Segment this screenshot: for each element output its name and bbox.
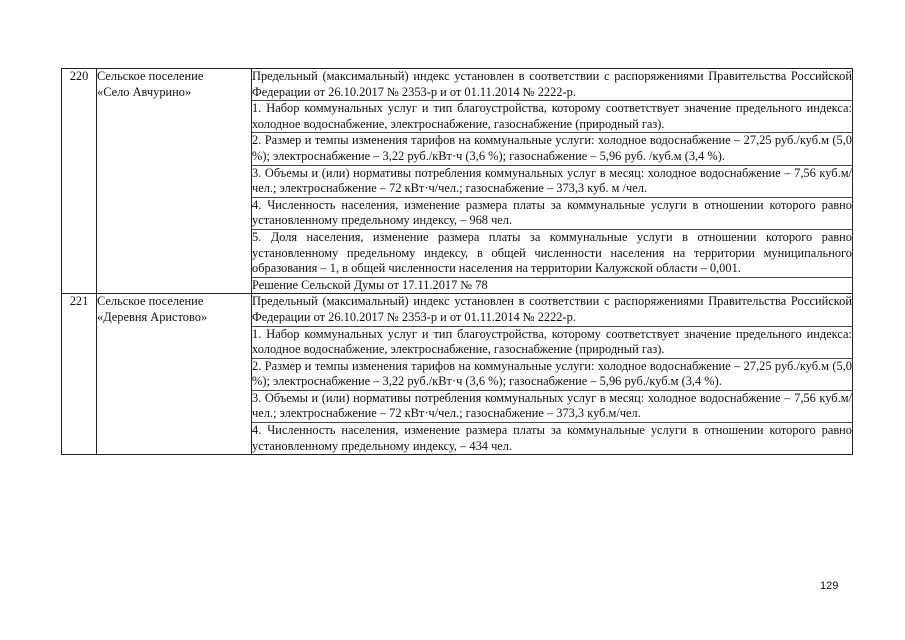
page-number: 129 <box>820 580 839 592</box>
paragraph: 4. Численность населения, изменение размера платы за коммунальные услуги в отношении которого равно установленному предельному индексу, – 968 чел. <box>252 198 852 230</box>
settlement-name <box>97 69 252 294</box>
paragraph: 1. Набор коммунальных услуг и тип благоустройства, которому соответствует значение предельного индекса: холодное водоснабжение, электроснабжение, газоснабжение (природный газ). <box>252 327 852 359</box>
settlement-title: «Село Авчурино» <box>97 84 192 99</box>
row-number: 220 <box>62 69 97 294</box>
settlement-title: «Деревня Аристово» <box>97 309 208 324</box>
row-number: 221 <box>62 294 97 455</box>
settlement-type: Сельское поселение <box>97 294 204 309</box>
index-description <box>252 294 853 455</box>
index-description <box>252 69 853 294</box>
paragraph: Предельный (максимальный) индекс установлен в соответствии с распоряжениями Правительства Российской Федерации от 26.10.2017 № 2353-р и от 01.11.2014 № 2222-р. <box>252 294 852 326</box>
paragraph: 2. Размер и темпы изменения тарифов на коммунальные услуги: холодное водоснабжение – 27,25 руб./куб.м (5,0 %); электроснабжение – 3,22 руб./кВт·ч (3,6 %); газоснабжение – 5,96 руб. /куб.м (3,4 %). <box>252 133 852 165</box>
settlement-type: Сельское поселение <box>97 69 204 83</box>
decision-reference: Решение Сельской Думы от 17.11.2017 № 78 <box>252 277 488 292</box>
table-row <box>62 69 853 294</box>
paragraph: Предельный (максимальный) индекс установлен в соответствии с распоряжениями Правительства Российской Федерации от 26.10.2017 № 2353-р и от 01.11.2014 № 2222-р. <box>252 69 852 101</box>
paragraph: 2. Размер и темпы изменения тарифов на коммунальные услуги: холодное водоснабжение – 27,25 руб./куб.м (5,0 %); электроснабжение – 3,22 руб./кВт·ч (3,6 %); газоснабжение – 5,96 руб./куб.м (3,4 %). <box>252 359 852 391</box>
paragraph: 3. Объемы и (или) нормативы потребления коммунальных услуг в месяц: холодное водоснабжение – 7,56 куб.м/чел.; электроснабжение – 72 кВт·ч/чел.; газоснабжение – 373,3 куб. м /чел. <box>252 166 852 198</box>
table-row <box>62 294 853 455</box>
settlement-name <box>97 294 252 455</box>
paragraph: 3. Объемы и (или) нормативы потребления коммунальных услуг в месяц: холодное водоснабжение – 7,56 куб.м/чел.; электроснабжение – 72 кВт·ч/чел.; газоснабжение – 373,3 куб.м/чел. <box>252 391 852 423</box>
paragraph: 4. Численность населения, изменение размера платы за коммунальные услуги в отношении которого равно установленному предельному индексу, – 434 чел. <box>252 423 852 453</box>
paragraph: 1. Набор коммунальных услуг и тип благоустройства, которому соответствует значение предельного индекса: холодное водоснабжение, электроснабжение, газоснабжение (природный газ). <box>252 101 852 133</box>
paragraph: 5. Доля населения, изменение размера платы за коммунальные услуги в отношении которого равно установленному предельному индексу, в общей численности населения на территории муниципального образования – 1, в общей численности населения на территории Калужской области – 0,001. <box>252 230 852 278</box>
tariff-table <box>61 68 853 455</box>
